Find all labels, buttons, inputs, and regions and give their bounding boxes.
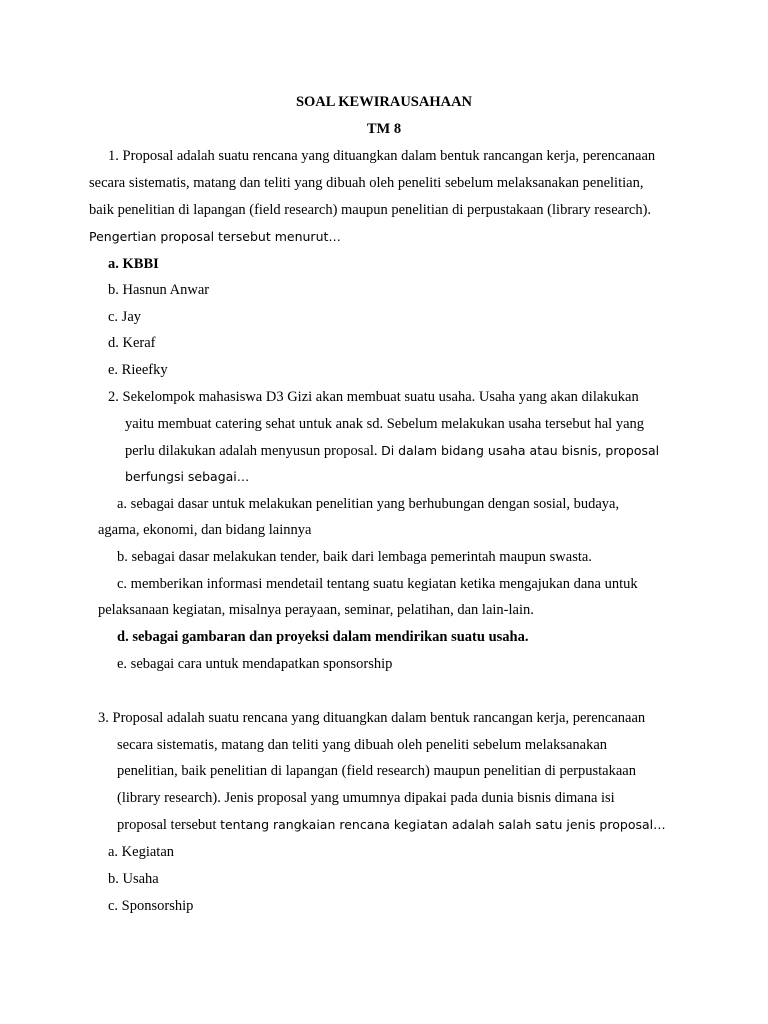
question-text-line: yaitu membuat catering sehat untuk anak sd. Sebelum melakukan usaha tersebut hal yang	[125, 416, 645, 432]
answer-option-a: a. Kegiatan	[108, 844, 175, 860]
answer-option-a: a. KBBI	[108, 256, 159, 272]
question-text-line: (library research). Jenis proposal yang umumnya dipakai pada dunia bisnis dimana isi	[117, 790, 615, 806]
question-prompt: Pengertian proposal tersebut menurut…	[89, 229, 341, 244]
answer-option-d: d. Keraf	[108, 335, 156, 351]
answer-option-c: c. memberikan informasi mendetail tentang suatu kegiatan ketika mengajukan dana untuk	[117, 576, 638, 592]
question-text-line: 3. Proposal adalah suatu rencana yang dituangkan dalam bentuk rancangan kerja, perencanaan	[98, 710, 646, 726]
answer-option-d: d. sebagai gambaran dan proyeksi dalam mendirikan suatu usaha.	[117, 629, 529, 645]
document-subtitle: TM 8	[366, 121, 402, 137]
answer-option-c: c. Jay	[108, 309, 142, 325]
question-text-line	[117, 815, 666, 835]
question-text-line: 2. Sekelompok mahasiswa D3 Gizi akan membuat suatu usaha. Usaha yang akan dilakukan	[108, 389, 639, 405]
answer-option-b: b. Usaha	[108, 871, 159, 887]
answer-option-b: b. sebagai dasar melakukan tender, baik dari lembaga pemerintah maupun swasta.	[117, 549, 592, 565]
question-text-segment: proposal tersebut	[117, 817, 217, 833]
question-text-segment: perlu dilakukan adalah menyusun proposal.	[125, 443, 378, 459]
question-prompt: berfungsi sebagai…	[125, 469, 250, 484]
answer-option-b: b. Hasnun Anwar	[108, 282, 210, 298]
answer-option-e: e. sebagai cara untuk mendapatkan sponsorship	[117, 656, 393, 672]
question-text-line: 1. Proposal adalah suatu rencana yang dituangkan dalam bentuk rancangan kerja, perencanaan	[108, 148, 656, 164]
answer-option-c-continued: pelaksanaan kegiatan, misalnya perayaan, seminar, pelatihan, dan lain-lain.	[98, 602, 534, 618]
answer-option-a: a. sebagai dasar untuk melakukan penelitian yang berhubungan dengan sosial, budaya,	[117, 496, 620, 512]
question-text-segment: Di dalam bidang usaha atau bisnis, proposal	[381, 443, 660, 458]
answer-option-c: c. Sponsorship	[108, 898, 194, 914]
answer-option-e: e. Rieefky	[108, 362, 168, 378]
question-text-line: secara sistematis, matang dan teliti yang dibuah oleh peneliti sebelum melaksanakan penelitian,	[89, 175, 644, 191]
answer-option-a-continued: agama, ekonomi, dan bidang lainnya	[98, 522, 312, 538]
document-title: SOAL KEWIRAUSAHAAN	[295, 94, 473, 110]
question-text-line	[125, 441, 659, 461]
question-text-line: secara sistematis, matang dan teliti yang dibuah oleh peneliti sebelum melaksanakan	[117, 737, 608, 753]
question-text-line: baik penelitian di lapangan (field research) maupun penelitian di perpustakaan (library research).	[89, 202, 652, 218]
question-prompt: tentang rangkaian rencana kegiatan adalah salah satu jenis proposal…	[220, 817, 666, 832]
question-text-line: penelitian, baik penelitian di lapangan (field research) maupun penelitian di perpustakaan	[117, 763, 636, 779]
